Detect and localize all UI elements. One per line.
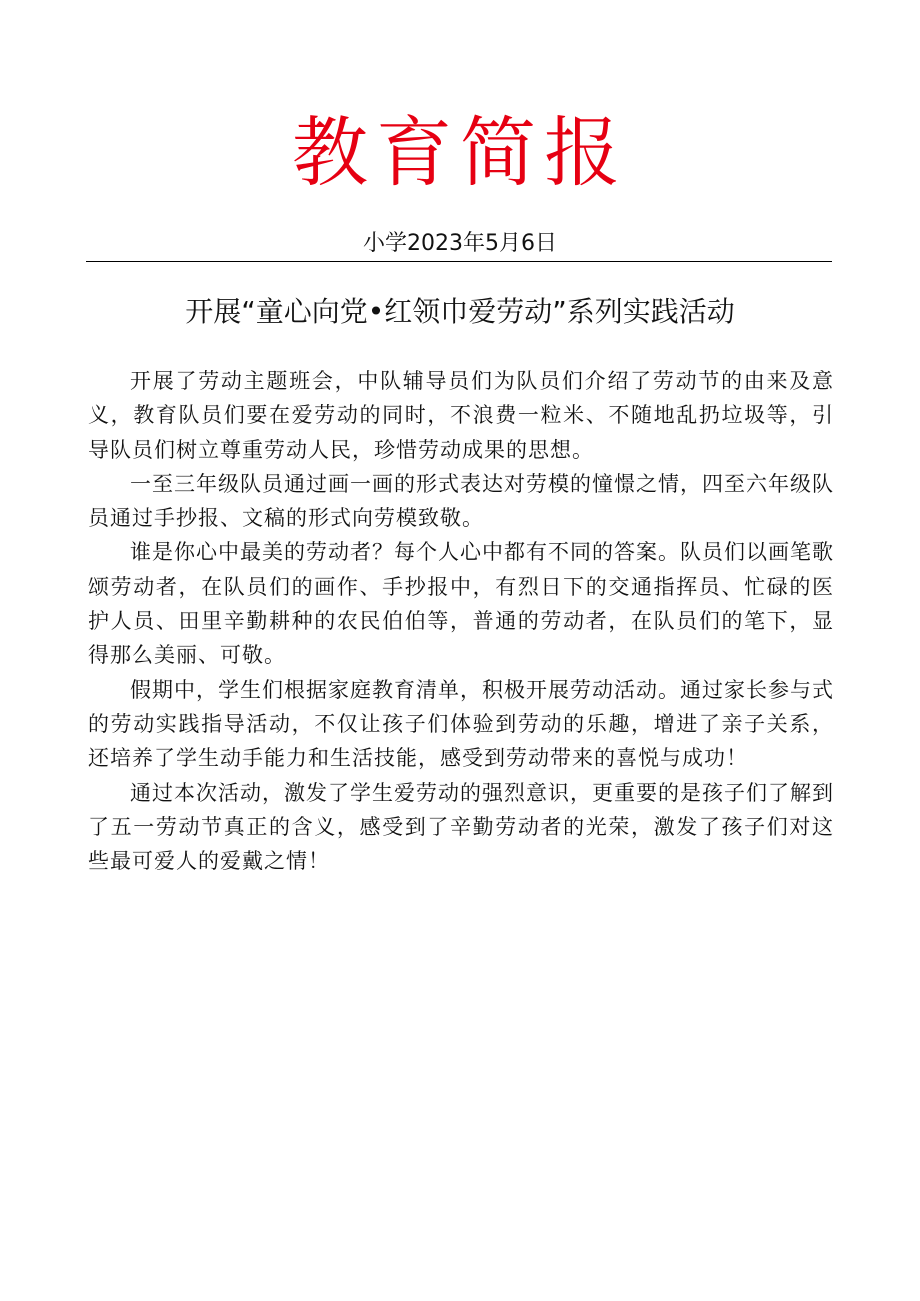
issue-dateline: 小学2023年5月6日 xyxy=(363,231,557,256)
article-body xyxy=(88,364,834,878)
header-divider xyxy=(86,261,832,262)
article-headline: 开展“童心向党•红领巾爱劳动”系列实践活动 xyxy=(185,295,735,328)
article-paragraph: 通过本次活动，激发了学生爱劳动的强烈意识，更重要的是孩子们了解到了五一劳动节真正的含义，感受到了辛勤劳动者的光荣，激发了孩子们对这些最可爱人的爱戴之情！ xyxy=(88,780,834,874)
article-paragraph: 一至三年级队员通过画一画的形式表达对劳模的憧憬之情，四至六年级队员通过手抄报、文稿的形式向劳模致敬。 xyxy=(88,471,834,531)
article-paragraph: 假期中，学生们根据家庭教育清单，积极开展劳动活动。通过家长参与式的劳动实践指导活动，不仅让孩子们体验到劳动的乐趣，增进了亲子关系，还培养了学生动手能力和生活技能，感受到劳动带来的喜悦与成功！ xyxy=(88,677,834,771)
article-paragraph: 开展了劳动主题班会，中队辅导员们为队员们介绍了劳动节的由来及意义，教育队员们要在爱劳动的同时，不浪费一粒米、不随地乱扔垃圾等，引导队员们树立尊重劳动人民，珍惜劳动成果的思想。 xyxy=(88,369,834,462)
article-paragraph: 谁是你心中最美的劳动者？每个人心中都有不同的答案。队员们以画笔歌颂劳动者，在队员们的画作、手抄报中，有烈日下的交通指挥员、忙碌的医护人员、田里辛勤耕种的农民伯伯等，普通的劳动者，在队员们的笔下，显得那么美丽、可敬。 xyxy=(88,540,834,668)
masthead-title: 教育简报 xyxy=(292,108,628,197)
